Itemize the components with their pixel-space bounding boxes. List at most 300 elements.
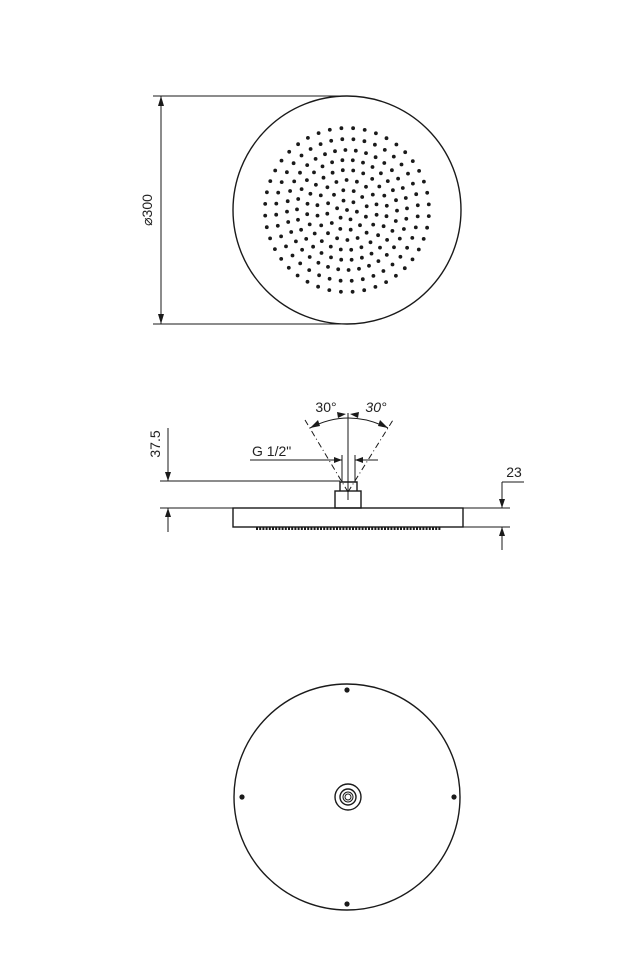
nozzle-tip	[333, 527, 335, 530]
nozzle-dot	[385, 238, 389, 242]
nozzle-dot	[360, 256, 364, 260]
nozzle-dot	[410, 236, 414, 240]
nozzle-dot	[350, 258, 354, 262]
nozzle-dot	[291, 254, 295, 258]
nozzle-dot	[311, 245, 315, 249]
nozzle-dot	[317, 131, 321, 135]
nozzle-tip	[413, 527, 415, 530]
nozzle-dot	[287, 266, 291, 270]
nozzle-dot	[339, 279, 343, 283]
nozzle-dot	[351, 290, 355, 294]
nozzle-dot	[396, 177, 400, 181]
nozzle-dot	[403, 150, 407, 154]
nozzle-tip	[394, 527, 396, 530]
nozzle-dot	[351, 158, 355, 162]
nozzle-tip	[266, 527, 268, 530]
nozzle-dot	[338, 227, 342, 231]
nozzle-dot	[335, 236, 339, 240]
nozzle-dot	[279, 235, 283, 239]
nozzle-dot	[279, 257, 283, 261]
nozzle-dot	[404, 196, 408, 200]
nozzle-dot	[406, 172, 410, 176]
nozzle-dot	[382, 224, 386, 228]
nozzle-dot	[358, 223, 362, 227]
nozzle-dot	[317, 273, 321, 277]
nozzle-dot	[292, 161, 296, 165]
inlet-core	[345, 794, 351, 800]
nozzle-dot	[391, 263, 395, 267]
nozzle-dot	[404, 217, 408, 221]
nozzle-dot	[375, 213, 379, 217]
nozzle-dot	[391, 229, 395, 233]
nozzle-dot	[342, 199, 346, 203]
nozzle-dot	[340, 137, 344, 141]
nozzle-dot	[377, 185, 381, 189]
nozzle-dot	[320, 251, 324, 255]
nozzle-dot	[416, 203, 420, 207]
nozzle-tip	[410, 527, 412, 530]
nozzle-dot	[362, 288, 366, 292]
nozzle-dot	[427, 214, 431, 218]
nozzle-tip	[362, 527, 364, 530]
nozzle-dot	[364, 151, 368, 155]
nozzle-dot	[350, 279, 354, 283]
nozzle-dot	[305, 163, 309, 167]
nozzle-dot	[319, 142, 323, 146]
nozzle-dot	[287, 150, 291, 154]
nozzle-dot	[312, 171, 316, 175]
nozzle-dot	[385, 214, 389, 218]
nozzle-dot	[316, 285, 320, 289]
nozzle-dot	[326, 201, 330, 205]
nozzle-dot	[414, 192, 418, 196]
nozzle-dot	[322, 176, 326, 180]
angle-arrow-center-left	[337, 412, 346, 418]
nozzle-dot	[352, 200, 356, 204]
nozzle-dot	[367, 264, 371, 268]
nozzle-dot	[363, 128, 367, 132]
nozzle-tip	[291, 527, 293, 530]
nozzle-dot	[370, 252, 374, 256]
nozzle-dot	[280, 180, 284, 184]
nozzle-dot	[274, 213, 278, 217]
nozzle-dot	[307, 268, 311, 272]
nozzle-tip	[298, 527, 300, 530]
nozzle-dot	[329, 245, 333, 249]
nozzle-dot	[374, 131, 378, 135]
nozzle-dot	[339, 290, 343, 294]
nozzle-dot	[329, 256, 333, 260]
nozzle-dot	[349, 228, 353, 232]
nozzle-tip	[320, 527, 322, 530]
nozzle-dot	[308, 255, 312, 259]
nozzle-dot	[323, 152, 327, 156]
height-label: 37.5	[147, 430, 163, 458]
nozzle-dot	[335, 180, 339, 184]
nozzle-tip	[307, 527, 309, 530]
nozzle-dot	[391, 188, 395, 192]
nozzle-dot	[319, 194, 323, 198]
screw-hole-bottom	[344, 901, 349, 906]
nozzle-tip	[269, 527, 271, 530]
nozzle-dot	[398, 237, 402, 241]
nozzle-dot	[333, 149, 337, 153]
nozzle-dot	[371, 165, 375, 169]
nozzle-dot	[341, 168, 345, 172]
nozzle-dot	[329, 139, 333, 143]
nozzle-dot	[309, 147, 313, 151]
nozzle-tip	[384, 527, 386, 530]
nozzle-dot	[263, 214, 267, 218]
nozzle-dot	[300, 154, 304, 158]
nozzle-dot	[305, 212, 309, 216]
nozzle-dot	[400, 163, 404, 167]
nozzle-dot	[298, 262, 302, 266]
nozzle-dot	[300, 187, 304, 191]
nozzle-dot	[314, 157, 318, 161]
nozzle-dot	[402, 227, 406, 231]
nozzle-dot	[369, 240, 373, 244]
nozzle-tip	[352, 527, 354, 530]
nozzle-dot	[427, 203, 431, 207]
thickness-arrow-bottom	[499, 527, 505, 536]
nozzle-dot	[403, 266, 407, 270]
diameter-arrow-bottom	[158, 314, 164, 324]
top-view	[139, 96, 461, 324]
nozzle-dot	[371, 223, 375, 227]
nozzle-tip	[301, 527, 303, 530]
nozzle-dot	[306, 280, 310, 284]
nozzle-dot	[295, 208, 299, 212]
nozzle-dot	[355, 180, 359, 184]
nozzle-dot	[349, 248, 353, 252]
nozzle-dot	[395, 209, 399, 213]
nozzle-dot	[345, 178, 349, 182]
nozzle-dot	[357, 267, 361, 271]
nozzle-tip	[416, 527, 418, 530]
thread-label: G 1/2"	[252, 443, 292, 459]
angle-arc	[310, 418, 388, 428]
nozzle-tip	[314, 527, 316, 530]
angle-right-label: 30°	[365, 399, 387, 415]
nozzle-dot	[363, 139, 367, 143]
nozzle-dot	[394, 219, 398, 223]
nozzle-dot	[414, 226, 418, 230]
nozzle-dot	[356, 236, 360, 240]
height-arrow-bottom	[165, 508, 171, 517]
nozzle-dot	[321, 165, 325, 169]
nozzle-dot	[361, 172, 365, 176]
height-arrow-top	[165, 472, 171, 481]
screw-hole-right	[451, 794, 456, 799]
nozzle-dot	[296, 274, 300, 278]
nozzle-dot	[328, 277, 332, 281]
thread-arrow-left	[334, 457, 342, 463]
nozzle-dot	[405, 207, 409, 211]
nozzle-dot	[422, 237, 426, 241]
nozzle-dot	[331, 171, 335, 175]
angle-arrow-center-right	[350, 412, 359, 418]
nozzle-dot	[292, 180, 296, 184]
nozzle-dot	[416, 215, 420, 219]
nozzle-dot	[384, 280, 388, 284]
nozzle-dot	[326, 231, 330, 235]
nozzle-tip	[275, 527, 277, 530]
nozzle-tip	[288, 527, 290, 530]
nozzle-dot	[361, 161, 365, 165]
nozzle-dot	[339, 248, 343, 252]
nozzle-dot	[395, 143, 399, 147]
nozzle-dot	[296, 197, 300, 201]
nozzle-grid	[263, 126, 430, 293]
nozzle-dot	[340, 126, 344, 130]
nozzle-dot	[394, 274, 398, 278]
nozzle-dot	[326, 185, 330, 189]
nozzle-dot	[374, 285, 378, 289]
nozzle-dot	[305, 178, 309, 182]
nozzle-tip	[397, 527, 399, 530]
nozzle-dot	[289, 230, 293, 234]
nozzle-dot	[394, 198, 398, 202]
nozzle-dot	[296, 142, 300, 146]
diameter-arrow-top	[158, 96, 164, 106]
nozzle-dot	[284, 245, 288, 249]
nozzle-dot	[325, 212, 329, 216]
nozzle-dot	[320, 239, 324, 243]
nozzle-tip	[336, 527, 338, 530]
nozzle-dot	[379, 171, 383, 175]
nozzle-tip	[259, 527, 261, 530]
nozzle-dot	[300, 248, 304, 252]
nozzle-dot	[326, 265, 330, 269]
nozzle-tip	[387, 527, 389, 530]
nozzle-dot	[378, 246, 382, 250]
nozzle-dot	[306, 202, 310, 206]
nozzle-dot	[294, 240, 298, 244]
nozzle-dot	[309, 192, 313, 196]
nozzle-dot	[265, 225, 269, 229]
nozzle-tip	[438, 527, 440, 530]
nozzle-dot	[417, 169, 421, 173]
nozzle-tip	[426, 527, 428, 530]
nozzle-tip	[368, 527, 370, 530]
nozzle-tip	[346, 527, 348, 530]
inlet-outer	[335, 784, 361, 810]
nozzle-dot	[354, 149, 358, 153]
nozzle-dot	[344, 148, 348, 152]
nozzle-dot	[405, 246, 409, 250]
nozzle-tip	[256, 527, 258, 530]
nozzle-dot	[276, 224, 280, 228]
shower-plate	[233, 508, 463, 527]
nozzle-dot	[330, 160, 334, 164]
nozzle-dot	[339, 216, 343, 220]
nozzle-tip	[282, 527, 284, 530]
nozzle-tip	[406, 527, 408, 530]
nozzle-dot	[425, 191, 429, 195]
nozzle-dot	[383, 148, 387, 152]
nozzle-tip	[390, 527, 392, 530]
nozzle-dot	[304, 237, 308, 241]
nozzle-dot	[372, 274, 376, 278]
nozzle-dot	[352, 189, 356, 193]
nozzle-dot	[336, 267, 340, 271]
nozzle-dot	[288, 189, 292, 193]
nozzle-dot	[327, 288, 331, 292]
nozzle-dot	[285, 210, 289, 214]
nozzle-dot	[401, 186, 405, 190]
nozzle-dot	[314, 183, 318, 187]
nozzle-tip	[371, 527, 373, 530]
nozzle-dot	[346, 238, 350, 242]
nozzle-dot	[355, 210, 359, 214]
nozzle-tip	[323, 527, 325, 530]
nozzle-dot	[268, 179, 272, 183]
nozzle-tip	[432, 527, 434, 530]
nozzle-dot	[341, 188, 345, 192]
nozzle-dot	[351, 126, 355, 130]
angle-arrow-right	[378, 420, 388, 428]
nozzle-dot	[286, 220, 290, 224]
nozzle-dot	[376, 233, 380, 237]
nozzle-dot	[317, 261, 321, 265]
nozzle-tip	[355, 527, 357, 530]
nozzle-dot	[332, 193, 336, 197]
nozzle-tip	[378, 527, 380, 530]
nozzle-dot	[286, 199, 290, 203]
nozzle-dot	[263, 202, 267, 206]
nozzle-tip	[272, 527, 274, 530]
side-view	[147, 399, 524, 550]
nozzle-dot	[360, 245, 364, 249]
back-view	[234, 684, 460, 910]
nozzle-dot	[316, 214, 320, 218]
nozzle-tip	[403, 527, 405, 530]
nozzle-dot	[375, 203, 379, 207]
nozzle-tip	[422, 527, 424, 530]
nozzle-dot	[422, 180, 426, 184]
nozzle-tip	[365, 527, 367, 530]
nozzle-tip	[358, 527, 360, 530]
nozzle-tip	[349, 527, 351, 530]
nozzle-dot	[373, 143, 377, 147]
screw-hole-top	[344, 687, 349, 692]
nozzle-tip	[429, 527, 431, 530]
nozzle-dot	[411, 258, 415, 262]
nozzle-tip	[419, 527, 421, 530]
nozzle-tip	[342, 527, 344, 530]
nozzle-tip	[294, 527, 296, 530]
back-plate-outline	[234, 684, 460, 910]
nozzle-dot	[299, 228, 303, 232]
nozzle-dot	[386, 179, 390, 183]
nozzle-dot	[425, 226, 429, 230]
screw-hole-left	[239, 794, 244, 799]
nozzle-dot	[347, 268, 351, 272]
nozzle-dot	[308, 223, 312, 227]
thread-arrow-right	[355, 457, 363, 463]
nozzle-dot	[411, 159, 415, 163]
nozzle-dot	[392, 155, 396, 159]
nozzle-tip	[285, 527, 287, 530]
nozzle-dot	[382, 194, 386, 198]
nozzle-dot	[335, 206, 339, 210]
nozzle-dot	[390, 168, 394, 172]
nozzle-dot	[360, 195, 364, 199]
nozzle-dot	[319, 224, 323, 228]
nozzle-dot	[341, 158, 345, 162]
nozzle-dot	[274, 202, 278, 206]
nozzle-dot	[411, 182, 415, 186]
nozzle-dot	[352, 137, 356, 141]
nozzle-dot	[280, 159, 284, 163]
nozzle-tip	[339, 527, 341, 530]
nozzle-dot	[345, 208, 349, 212]
thickness-arrow-top	[499, 499, 505, 508]
angle-left-label: 30°	[315, 399, 337, 415]
nozzle-tip	[304, 527, 306, 530]
nozzle-dot	[306, 136, 310, 140]
nozzle-dot	[361, 277, 365, 281]
nozzle-dot	[276, 191, 280, 195]
nozzle-dot	[385, 253, 389, 257]
nozzle-dot	[399, 255, 403, 259]
nozzle-dot	[296, 218, 300, 222]
nozzle-tip	[330, 527, 332, 530]
nozzle-dot	[328, 128, 332, 132]
nozzle-dot	[382, 161, 386, 165]
nozzle-dot	[364, 215, 368, 219]
nozzle-tip	[310, 527, 312, 530]
nozzle-dot	[377, 259, 381, 263]
nozzle-dot	[298, 171, 302, 175]
nozzle-dot	[339, 258, 343, 262]
nozzle-tip	[400, 527, 402, 530]
nozzle-dot	[365, 231, 369, 235]
thickness-label: 23	[506, 464, 522, 480]
nozzle-dot	[364, 185, 368, 189]
diameter-label: ⌀300	[139, 194, 155, 226]
nozzle-dot	[349, 218, 353, 222]
nozzle-dot	[382, 269, 386, 273]
nozzle-dot	[385, 204, 389, 208]
inlet-ring	[340, 789, 356, 805]
nozzle-tip	[317, 527, 319, 530]
nozzle-dot	[330, 221, 334, 225]
nozzle-dot	[365, 204, 369, 208]
nozzle-dot	[370, 177, 374, 181]
nozzle-dot	[374, 155, 378, 159]
nozzle-tip	[435, 527, 437, 530]
nozzle-tip	[262, 527, 264, 530]
nozzle-dot	[371, 193, 375, 197]
nozzle-dot	[273, 169, 277, 173]
nozzle-dot	[273, 247, 277, 251]
angle-arrow-left	[310, 420, 320, 428]
nozzle-dot	[417, 248, 421, 252]
nozzle-tip	[278, 527, 280, 530]
nozzle-dot	[285, 170, 289, 174]
nozzle-tip	[374, 527, 376, 530]
nozzle-tip	[381, 527, 383, 530]
nozzle-tip	[326, 527, 328, 530]
nozzle-dot	[265, 190, 269, 194]
nozzle-dot	[385, 136, 389, 140]
nozzle-dot	[392, 245, 396, 249]
nozzle-dot	[351, 169, 355, 173]
nozzle-dot	[316, 203, 320, 207]
nozzle-dot	[313, 232, 317, 236]
